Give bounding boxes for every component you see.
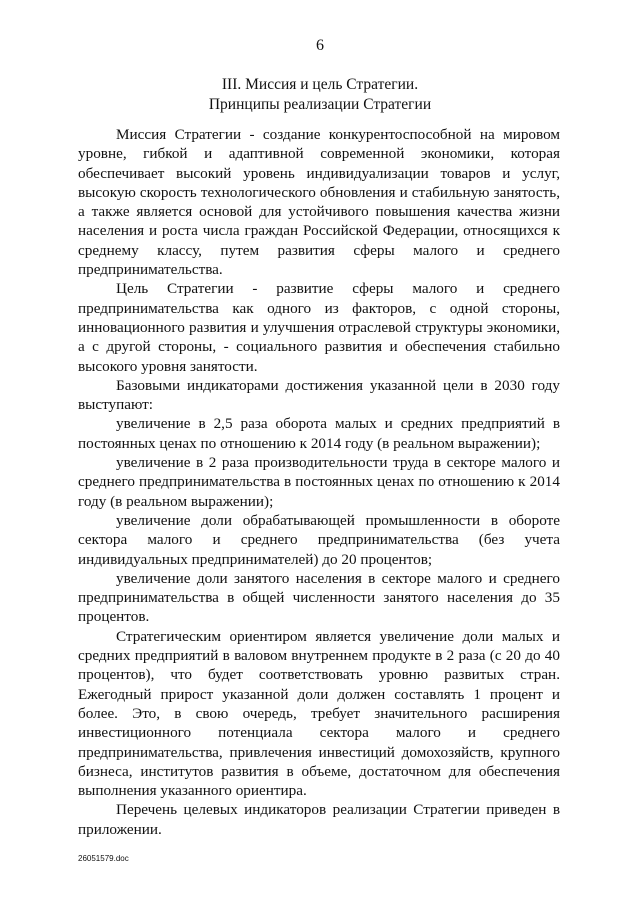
paragraph-mission: Миссия Стратегии - создание конкурентоспособной на мировом уровне, гибкой и адаптивной современной экономики, которая обеспечивает высокий уровень индивидуализации товаров и услуг, высокую скорость технологического обновления и стабильную занятость, а также является основой для устойчивого повышения качества жизни населения и роста числа граждан Российской Федерации, относящихся к среднему классу, путем развития сферы малого и среднего предпринимательства.	[78, 126, 560, 279]
page-number: 6	[316, 37, 324, 54]
paragraph-strategic-target: Стратегическим ориентиром является увеличение доли малых и средних предприятий в валовом внутреннем продукте в 2 раза (с 20 до 40 процентов), что будет соответствовать уровню развитых стран. Ежегодный прирост указанной доли должен составлять 1 процент и более. Это, в свою очередь, требует значительного расширения инвестиционного потенциала сектора малого и среднего предпринимательства, привлечения инвестиций домохозяйств, крупного бизнеса, институтов развития в объеме, достаточном для обеспечения выполнения указанного ориентира.	[78, 627, 560, 800]
section-heading-line-2: Принципы реализации Стратегии	[208, 96, 432, 113]
document-file-id: 26051579.doc	[78, 854, 129, 863]
section-heading-line-1: III. Миссия и цель Стратегии.	[221, 76, 419, 93]
paragraph-goal: Цель Стратегии - развитие сферы малого и среднего предпринимательства как одного из факторов, с одной стороны, инновационного развития и улучшения отраслевой структуры экономики, а с другой стороны, - социального развития и обеспечения стабильно высокого уровня занятости.	[78, 280, 560, 375]
paragraph-indicator-productivity: увеличение в 2 раза производительности труда в секторе малого и среднего предпринимательства в постоянных ценах по отношению к 2014 году (в реальном выражении);	[78, 454, 560, 510]
paragraph-indicator-manufacturing: увеличение доли обрабатывающей промышленности в обороте сектора малого и среднего предпринимательства (без учета индивидуальных предпринимателей) до 20 процентов;	[78, 511, 560, 568]
paragraph-indicator-turnover: увеличение в 2,5 раза оборота малых и средних предприятий в постоянных ценах по отношению к 2014 году (в реальном выражении);	[78, 415, 560, 452]
paragraph-indicator-employment: увеличение доли занятого населения в секторе малого и среднего предпринимательства в общей численности занятого населения до 35 процентов.	[78, 569, 560, 626]
paragraph-indicators-intro: Базовыми индикаторами достижения указанной цели в 2030 году выступают:	[78, 376, 560, 414]
paragraph-appendix-reference: Перечень целевых индикаторов реализации Стратегии приведен в приложении.	[78, 801, 560, 838]
section-heading	[0, 75, 640, 115]
body-text	[78, 125, 560, 839]
